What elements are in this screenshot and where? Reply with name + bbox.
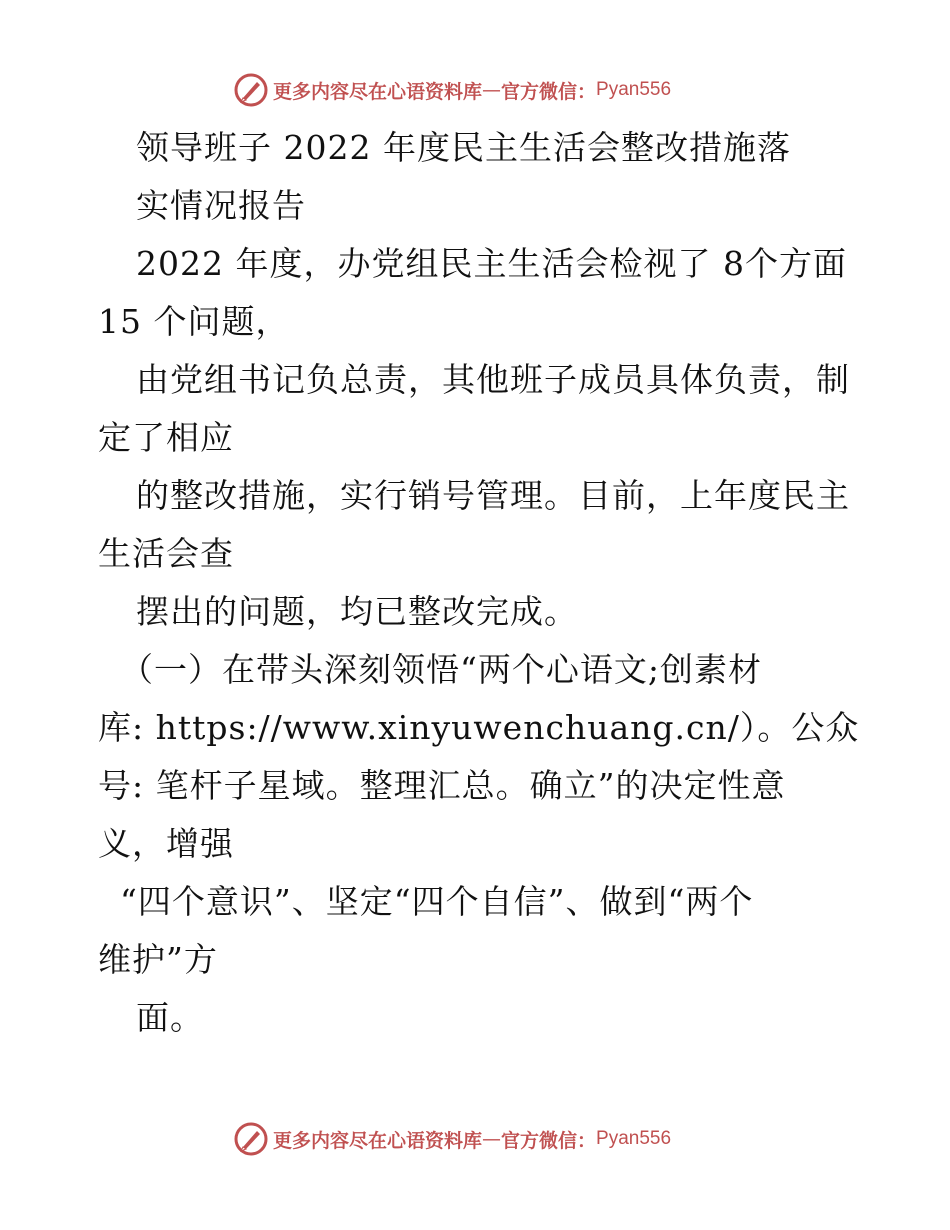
watermark-footer (233, 1119, 671, 1159)
doc-paragraph-line: 号: 笔杆子星域。整理汇总。确立”的决定性意 (98, 766, 786, 805)
doc-paragraph-line: 面。 (136, 998, 204, 1037)
doc-paragraph-line: 的整改措施，实行销号管理。目前，上年度民主 (136, 476, 850, 515)
doc-paragraph-line: 15 个问题， (98, 302, 290, 341)
doc-paragraph-line: 由党组书记负总责，其他班子成员具体负责，制 (136, 360, 850, 399)
watermark-wechat-id: Pyan556 (596, 79, 672, 100)
doc-paragraph-line: 义，增强 (98, 824, 234, 863)
watermark-wechat-id: Pyan556 (596, 1128, 672, 1149)
doc-title-line-2: 实情况报告 (136, 186, 306, 225)
watermark-separator: — (482, 1128, 502, 1150)
pen-logo-icon (233, 72, 269, 108)
doc-paragraph-line: 维护”方 (98, 940, 218, 979)
doc-paragraph-line: 定了相应 (98, 418, 234, 457)
watermark-wechat-label: 官方微信： (501, 1129, 597, 1152)
doc-title-line-1: 领导班子 2022 年度民主生活会整改措施落 (136, 128, 791, 167)
doc-paragraph-line: 摆出的问题，均已整改完成。 (136, 592, 578, 631)
doc-paragraph-line: 生活会查 (98, 534, 234, 573)
watermark-wechat-label: 官方微信： (501, 80, 597, 103)
pen-logo-icon (233, 1121, 269, 1157)
doc-section-heading-line: （一）在带头深刻领悟“两个心语文;创素材 (120, 650, 762, 689)
doc-paragraph-line: 库: https://www.xinyuwenchuang.cn/）。公众 (98, 708, 860, 747)
watermark-text: 更多内容尽在心语资料库 (273, 1129, 483, 1152)
watermark-text: 更多内容尽在心语资料库 (273, 80, 483, 103)
doc-paragraph-line: “四个意识”、坚定“四个自信”、做到“两个 (120, 882, 754, 921)
watermark-header (233, 70, 671, 110)
doc-paragraph-line: 2022 年度，办党组民主生活会检视了 8个方面 (136, 244, 847, 283)
watermark-separator: — (482, 79, 502, 101)
